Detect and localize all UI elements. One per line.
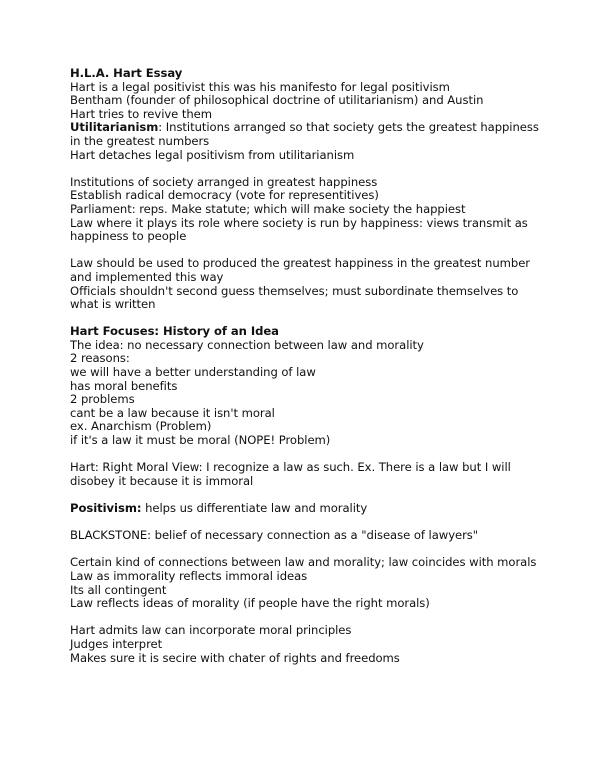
- text-line: [70, 217, 540, 244]
- line-text: Judges interpret: [70, 636, 163, 651]
- text-line: [70, 352, 540, 366]
- paragraph: [70, 176, 540, 244]
- line-text: Hart: Right Moral View: I recognize a law as such. Ex. There is a law but I will disobey it because it is immoral: [70, 460, 511, 488]
- line-text: ex. Anarchism (Problem): [70, 419, 212, 434]
- text-line: [70, 461, 540, 488]
- text-line: [70, 434, 540, 448]
- text-line: [70, 502, 540, 516]
- section-heading: Hart Focuses: History of an Idea: [70, 324, 279, 339]
- line-text: Bentham (founder of philosophical doctrine of utilitarianism) and Austin: [70, 93, 484, 108]
- paragraph: [70, 624, 540, 665]
- paragraph: [70, 556, 540, 610]
- text-line: [70, 339, 540, 353]
- line-text: 2 problems: [70, 392, 135, 407]
- line-text: Parliament: reps. Make statute; which will make society the happiest: [70, 201, 466, 216]
- text-line: [70, 529, 540, 543]
- text-line: [70, 325, 540, 339]
- paragraph: [70, 529, 540, 543]
- term-label: Positivism:: [70, 501, 142, 515]
- paragraph: [70, 257, 540, 311]
- line-text: Hart is a legal positivist this was his manifesto for legal positivism: [70, 79, 450, 94]
- document-body: [70, 67, 540, 665]
- text-line: [70, 584, 540, 598]
- line-text: Hart detaches legal positivism from utilitarianism: [70, 147, 355, 162]
- text-line: [70, 407, 540, 421]
- text-line: [70, 380, 540, 394]
- paragraph: [70, 67, 540, 162]
- term-label: Utilitarianism: [70, 120, 159, 135]
- line-text: 2 reasons:: [70, 351, 130, 366]
- text-line: [70, 176, 540, 190]
- line-text: has moral benefits: [70, 378, 178, 393]
- text-line: [70, 149, 540, 163]
- line-text: helps us differentiate law and morality: [141, 501, 368, 515]
- line-text: Certain kind of connections between law and morality; law coincides with morals: [70, 555, 537, 570]
- text-line: [70, 94, 540, 108]
- line-text: Law as immorality reflects immoral ideas: [70, 568, 308, 583]
- line-text: we will have a better understanding of law: [70, 365, 316, 380]
- text-line: [70, 189, 540, 203]
- text-line: [70, 393, 540, 407]
- line-text: Institutions of society arranged in greatest happiness: [70, 174, 378, 189]
- text-line: [70, 257, 540, 284]
- line-text: Hart tries to revive them: [70, 106, 213, 121]
- section-heading: H.L.A. Hart Essay: [70, 66, 183, 80]
- line-text: cant be a law because it isn't moral: [70, 405, 275, 420]
- text-line: [70, 638, 540, 652]
- line-text: Officials shouldn't second guess themselves; must subordinate themselves to what is written: [70, 283, 519, 312]
- text-line: [70, 420, 540, 434]
- paragraph: [70, 461, 540, 488]
- text-line: [70, 67, 540, 81]
- text-line: [70, 556, 540, 570]
- text-line: [70, 366, 540, 380]
- text-line: [70, 285, 540, 312]
- text-line: [70, 203, 540, 217]
- paragraph: [70, 325, 540, 447]
- text-line: [70, 108, 540, 122]
- text-line: [70, 121, 540, 148]
- line-text: Hart admits law can incorporate moral principles: [70, 623, 352, 638]
- paragraph: [70, 502, 540, 516]
- line-text: Law where it plays its role where society is run by happiness: views transmit as happiness to people: [70, 215, 528, 244]
- line-text: The idea: no necessary connection between law and morality: [70, 337, 424, 352]
- line-text: if it's a law it must be moral (NOPE! Problem): [70, 433, 331, 448]
- line-text: Law reflects ideas of morality (if people have the right morals): [70, 596, 430, 611]
- line-text: Establish radical democracy (vote for representitives): [70, 188, 379, 203]
- text-line: [70, 570, 540, 584]
- text-line: [70, 652, 540, 666]
- line-text: Makes sure it is secire with chater of rights and freedoms: [70, 650, 400, 665]
- line-text: : Institutions arranged so that society gets the greatest happiness in the greatest numbers: [70, 120, 539, 148]
- text-line: [70, 624, 540, 638]
- line-text: Its all contingent: [70, 582, 167, 597]
- line-text: Law should be used to produced the greatest happiness in the greatest number and implemented this way: [70, 256, 531, 284]
- line-text: BLACKSTONE: belief of necessary connection as a "disease of lawyers": [70, 528, 479, 543]
- text-line: [70, 597, 540, 611]
- text-line: [70, 81, 540, 95]
